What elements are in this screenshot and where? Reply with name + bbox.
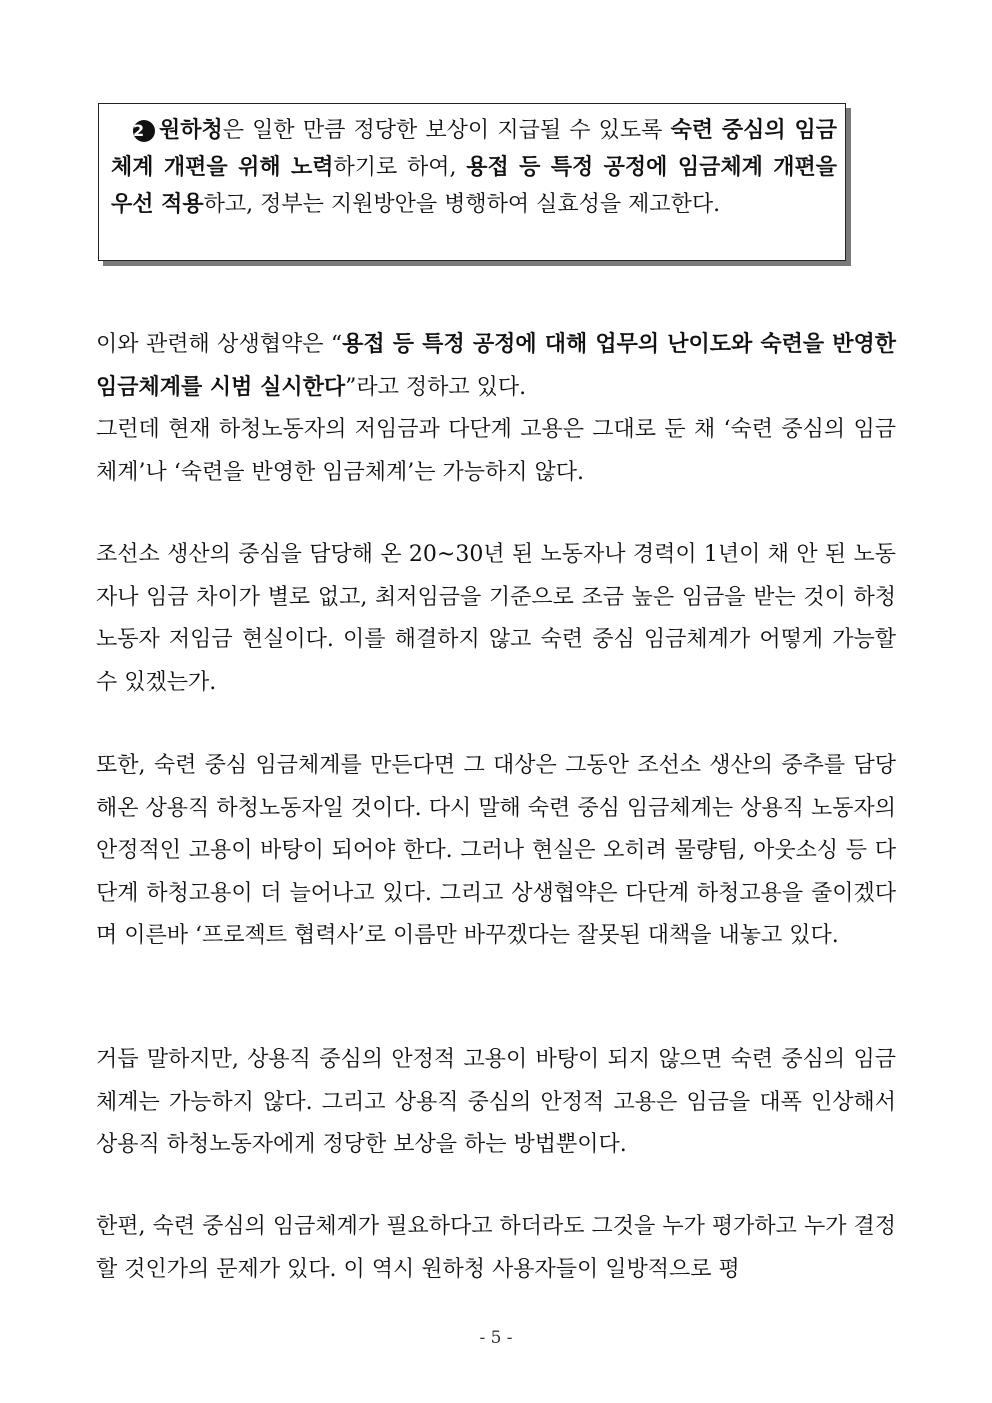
box-bold-text: 숙련 중심의 임금체계 개편을 위해 노력: [111, 118, 837, 180]
paragraph-shipyard-reality: 조선소 생산의 중심을 담당해 온 20~30년 된 노동자나 경력이 1년이 채 안 된 노동자나 임금 차이가 별로 없고, 최저임금을 기준으로 조금 높은 임금을 받는 것이 하청노동자 저임금 현실이다. 이를 해결하지 않고 숙련 중심 임금체계가 어떻게 가능할 수 있겠는가.: [96, 542, 896, 695]
paragraph-agreement-quote: [96, 324, 896, 409]
paragraph-low-wage: 그런데 현재 하청노동자의 저임금과 다단계 고용은 그대로 둔 채 ‘숙련 중심의 임금체계’나 ‘숙련을 반영한 임금체계’는 가능하지 않다.: [96, 417, 896, 485]
paragraph-regular-workers: 또한, 숙련 중심 임금체계를 만든다면 그 대상은 그동안 조선소 생산의 중추를 담당해온 상용직 하청노동자일 것이다. 다시 말해 숙련 중심 임금체계는 상용직 노동자의 안정적인 고용이 바탕이 되어야 한다. 그러나 현실은 오히려 물량팀, 아웃소싱 등 다단계 하청고용이 더 늘어나고 있다. 그리고 상생협약은 다단계 하청고용을 줄이겠다며 이른바 ‘프로젝트 협력사’로 이름만 바꾸겠다는 잘못된 대책을 내놓고 있다.: [96, 753, 896, 948]
circled-number-badge: 2: [133, 120, 155, 142]
paragraph-stable-employment: 거듭 말하지만, 상용직 중심의 안정적 고용이 바탕이 되지 않으면 숙련 중심의 임금체계는 가능하지 않다. 그리고 상용직 중심의 안정적 고용은 임금을 대폭 인상해서 상용직 하청노동자에게 정당한 보상을 하는 방법뿐이다.: [96, 1047, 896, 1157]
page-number: - 5 -: [479, 1328, 513, 1348]
paragraph-text: ”라고 정하고 있다.: [345, 374, 527, 400]
paragraph-evaluation-issue: 한편, 숙련 중심의 임금체계가 필요하다고 하더라도 그것을 누가 평가하고 누가 결정할 것인가의 문제가 있다. 이 역시 원하청 사용자들이 일방적으로 평: [96, 1214, 896, 1282]
box-bold-text: 원하청: [159, 118, 223, 143]
box-text: 하기로 하여,: [333, 155, 467, 180]
quoted-bold-text: 용접 등 특정 공정에 대해 업무의 난이도와 숙련을 반영한 임금체계를 시범 실시한다: [96, 332, 897, 400]
paragraph-text: 이와 관련해 상생협약은 “: [96, 332, 343, 357]
box-text: 은 일한 만큼 정당한 보상이 지급될 수 있도록: [222, 118, 671, 143]
box-text: 하고, 정부는 지원방안을 병행하여 실효성을 제고한다.: [203, 192, 721, 217]
highlight-box: [98, 103, 846, 261]
paragraph-group-1: [96, 324, 896, 494]
box-bold-text: 용접 등 특정 공정에 임금체계 개편을 우선 적용: [111, 155, 838, 217]
